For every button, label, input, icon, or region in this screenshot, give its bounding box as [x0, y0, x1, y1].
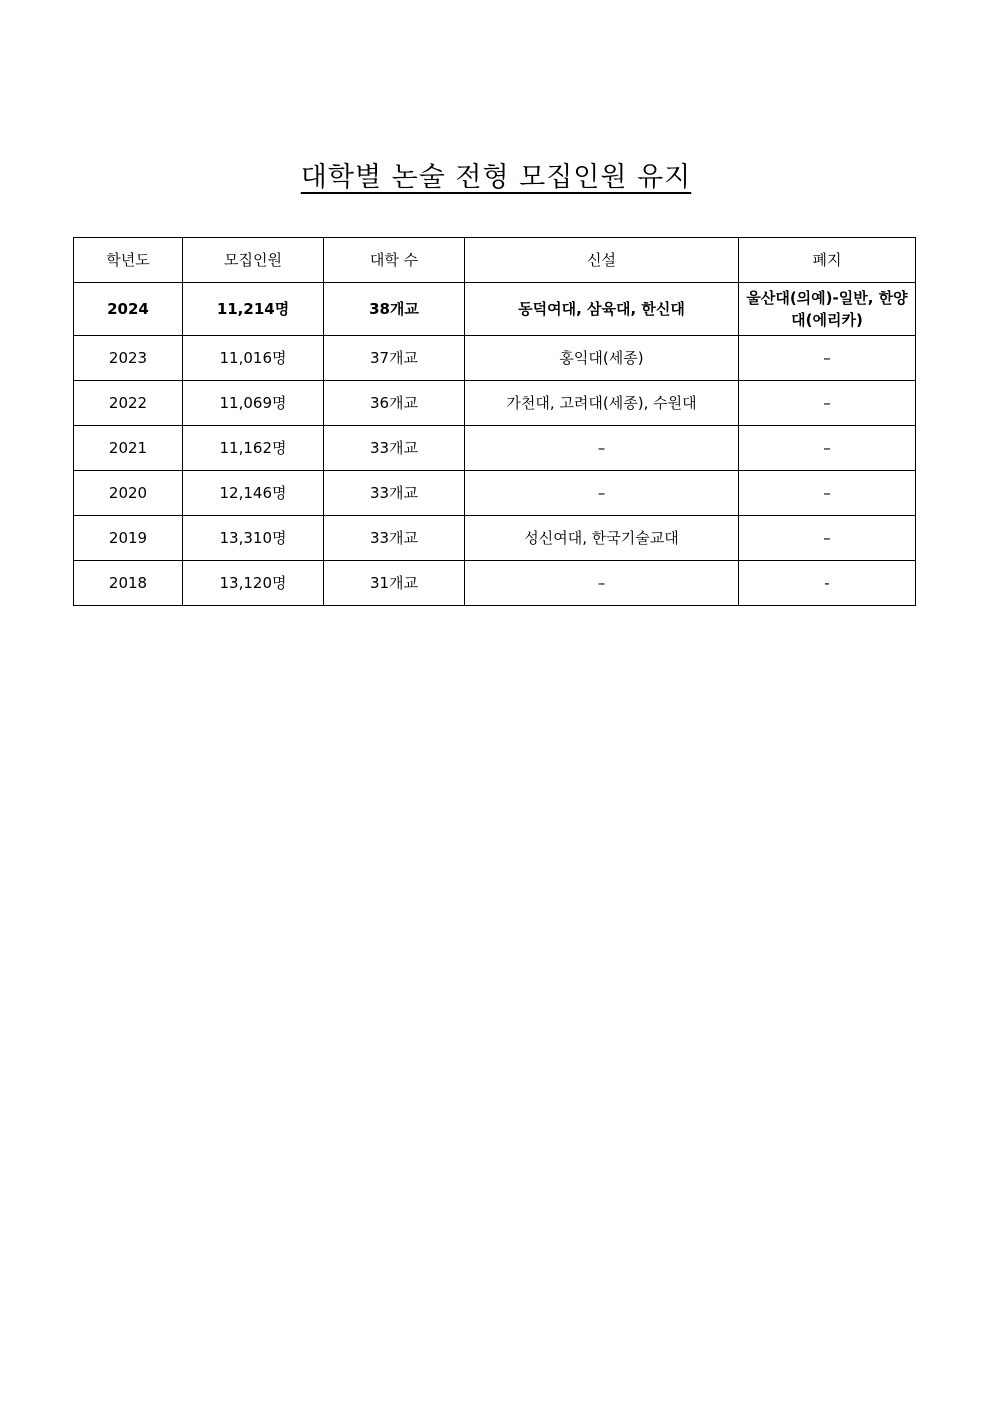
- cell-new: 성신여대, 한국기술교대: [465, 516, 739, 561]
- cell-closed: –: [739, 381, 916, 426]
- header-year: 학년도: [74, 238, 183, 283]
- cell-new: –: [465, 426, 739, 471]
- cell-schools: 33개교: [324, 516, 465, 561]
- cell-year: 2024: [74, 283, 183, 336]
- cell-schools: 36개교: [324, 381, 465, 426]
- cell-closed: –: [739, 336, 916, 381]
- table-row: [74, 283, 916, 336]
- cell-schools: 37개교: [324, 336, 465, 381]
- page-title-text: 대학별 논술 전형 모집인원 유지: [300, 162, 692, 193]
- cell-year: 2020: [74, 471, 183, 516]
- cell-year: 2019: [74, 516, 183, 561]
- cell-count: 11,016명: [183, 336, 324, 381]
- cell-closed: –: [739, 516, 916, 561]
- cell-closed: –: [739, 426, 916, 471]
- table-row: [74, 426, 916, 471]
- cell-count: 11,162명: [183, 426, 324, 471]
- header-schools: 대학 수: [324, 238, 465, 283]
- table-row: [74, 471, 916, 516]
- table-row: [74, 381, 916, 426]
- cell-year: 2022: [74, 381, 183, 426]
- table-header-row: [74, 238, 916, 283]
- cell-count: 11,214명: [183, 283, 324, 336]
- cell-schools: 31개교: [324, 561, 465, 606]
- cell-closed: 울산대(의예)-일반, 한양대(에리카): [739, 283, 916, 336]
- cell-year: 2023: [74, 336, 183, 381]
- cell-count: 13,120명: [183, 561, 324, 606]
- admissions-table: [73, 237, 916, 606]
- cell-count: 12,146명: [183, 471, 324, 516]
- cell-new: –: [465, 561, 739, 606]
- page-title: [0, 158, 992, 198]
- cell-closed: -: [739, 561, 916, 606]
- cell-new: 가천대, 고려대(세종), 수원대: [465, 381, 739, 426]
- header-closed: 폐지: [739, 238, 916, 283]
- table-row: [74, 561, 916, 606]
- cell-new: –: [465, 471, 739, 516]
- cell-new: 동덕여대, 삼육대, 한신대: [465, 283, 739, 336]
- header-new: 신설: [465, 238, 739, 283]
- cell-year: 2021: [74, 426, 183, 471]
- cell-closed: –: [739, 471, 916, 516]
- cell-schools: 38개교: [324, 283, 465, 336]
- table-row: [74, 336, 916, 381]
- cell-count: 13,310명: [183, 516, 324, 561]
- cell-schools: 33개교: [324, 471, 465, 516]
- table-row: [74, 516, 916, 561]
- cell-schools: 33개교: [324, 426, 465, 471]
- cell-new: 홍익대(세종): [465, 336, 739, 381]
- cell-count: 11,069명: [183, 381, 324, 426]
- cell-year: 2018: [74, 561, 183, 606]
- header-count: 모집인원: [183, 238, 324, 283]
